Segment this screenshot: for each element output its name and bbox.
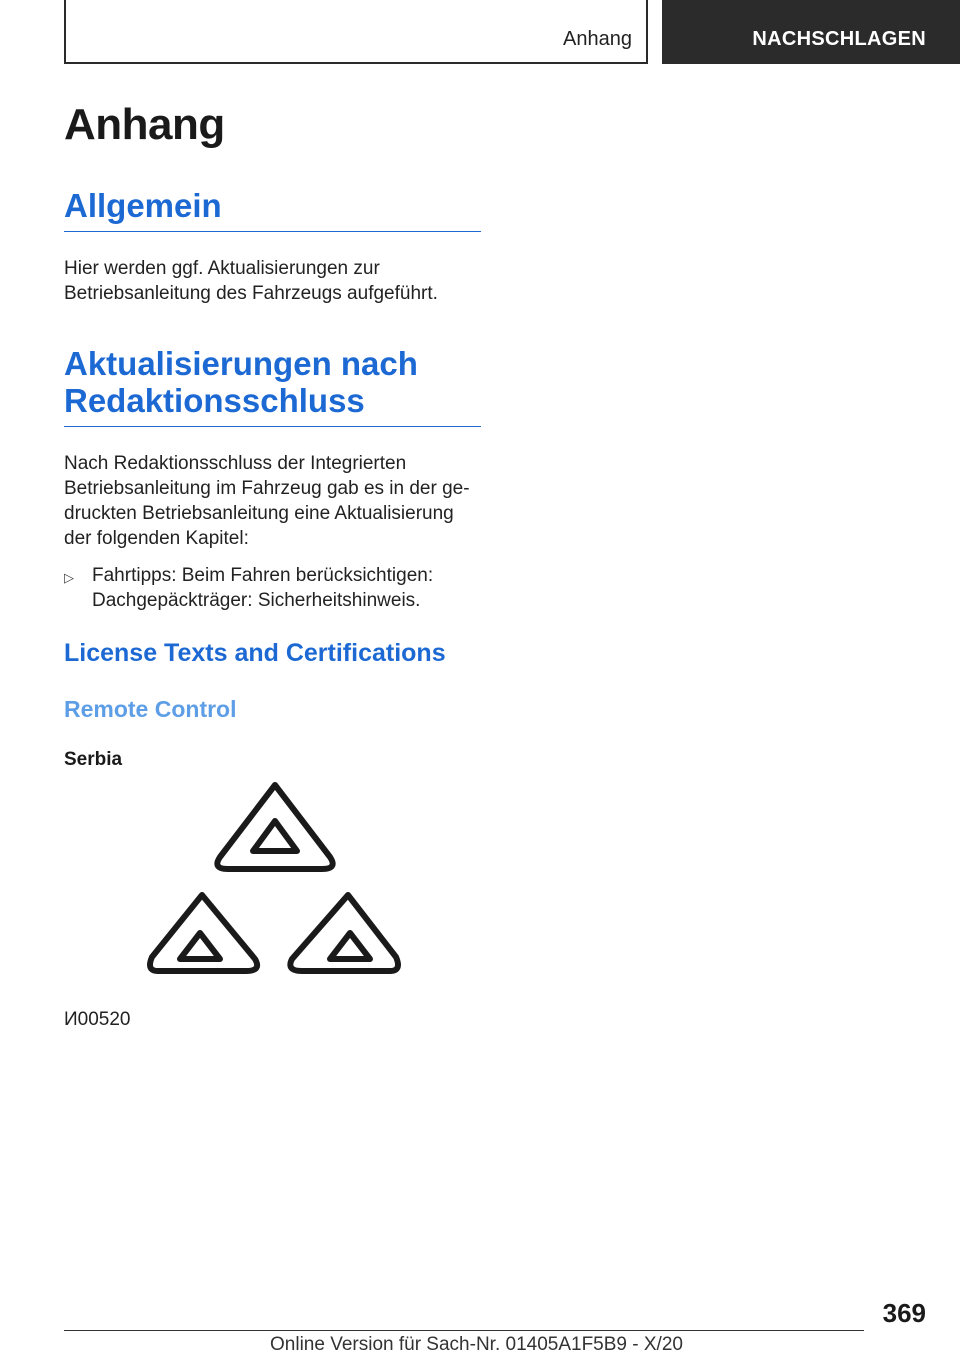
- paragraph-line: Nach Redaktionsschluss der Integrierten: [64, 452, 407, 474]
- page-title: Anhang: [64, 100, 225, 149]
- page-number: 369: [882, 1298, 926, 1328]
- header-chapter-label: NACHSCHLAGEN: [752, 28, 926, 50]
- footer-divider: [64, 1330, 864, 1331]
- heading-line: Redaktionsschluss: [64, 381, 365, 419]
- paragraph-aktualisierungen: [64, 451, 481, 551]
- main-content: [64, 100, 481, 771]
- header-chapter-box: [662, 0, 960, 64]
- list-item: [64, 563, 481, 613]
- heading-country: Serbia: [64, 748, 123, 770]
- footer-text: Online Version für Sach-Nr. 01405A1F5B9 - X/20: [270, 1334, 683, 1355]
- list-item-line: Dachgepäckträger: Sicherheitshinweis.: [92, 589, 421, 611]
- paragraph-allgemein: [64, 256, 481, 306]
- paragraph-line: Betriebsanleitung im Fahrzeug gab es in der ge‐: [64, 477, 470, 499]
- header-section-box: [64, 0, 648, 64]
- serbia-conformity-triple-triangle-icon: [140, 775, 410, 995]
- bullet-triangle-icon: ▷: [64, 569, 74, 585]
- header-section-label: Anhang: [563, 28, 632, 50]
- list-item-text: [92, 563, 433, 613]
- paragraph-line: druckten Betriebsanleitung eine Aktualisierung: [64, 502, 454, 524]
- paragraph-line: Hier werden ggf. Aktualisierungen zur: [64, 257, 380, 279]
- paragraph-line: der folgenden Kapitel:: [64, 527, 249, 549]
- heading-line: Aktualisierungen nach: [64, 344, 418, 382]
- heading-license: License Texts and Certifications: [64, 638, 446, 667]
- list-item-line: Fahrtipps: Beim Fahren berücksichtigen:: [92, 564, 434, 586]
- heading-aktualisierungen: [64, 346, 481, 427]
- paragraph-line: Betriebsanleitung des Fahrzeugs aufgeführt.: [64, 282, 438, 304]
- approval-code: И00520: [64, 1009, 131, 1030]
- heading-remote-control: Remote Control: [64, 695, 237, 722]
- heading-allgemein: Allgemein: [64, 188, 481, 232]
